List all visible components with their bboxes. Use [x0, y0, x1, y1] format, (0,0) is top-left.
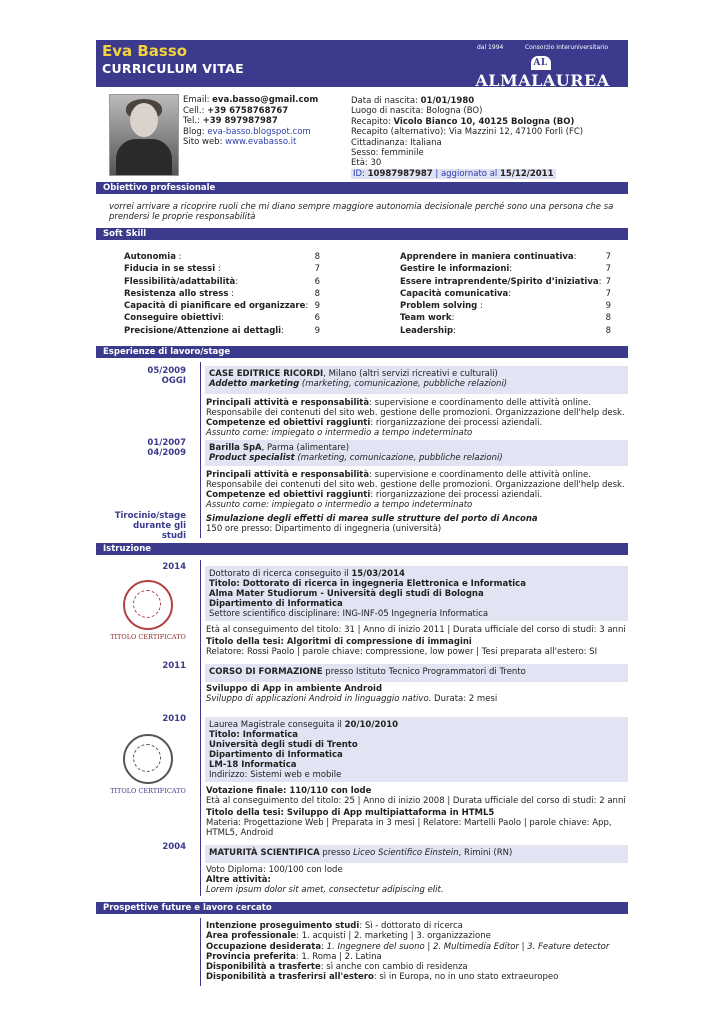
stage-title: Simulazione degli effetti di marea sulle strutture del porto di Ancona [206, 514, 538, 524]
skill-sep: : [451, 313, 455, 324]
future-value: : 1. Roma | 2. Latina [295, 951, 382, 962]
job2-company-info: , Parma (alimentare) [261, 443, 350, 453]
skill-label [400, 276, 606, 288]
university-seal-icon [123, 734, 173, 784]
master-department: Dipartimento di Informatica [209, 750, 343, 760]
skill-value: 9 [314, 301, 320, 312]
school-other: Lorem ipsum dolor sit amet, consectetur adipiscing elit. [206, 885, 444, 895]
tel-value: +39 897987987 [202, 116, 278, 126]
future-label: Area professionale [206, 931, 297, 942]
master-year: 2010 [162, 714, 186, 724]
section-work: Esperienze di lavoro/stage [96, 346, 628, 358]
school-name: Liceo Scientifico Einstein [353, 848, 459, 858]
address-label: Recapito: [351, 116, 391, 127]
skill-row [400, 276, 611, 288]
citizenship: Cittadinanza: Italiana [351, 137, 442, 148]
skill-value: 7 [605, 252, 611, 262]
future-value: : Sì - dottorato di ricerca [359, 921, 463, 931]
skill-row [400, 300, 611, 312]
skill-value: 6 [314, 276, 320, 287]
skill-sep: : [509, 264, 513, 275]
skill-value: 8 [314, 252, 320, 262]
future-item [206, 931, 628, 941]
school-details [206, 865, 628, 895]
birth-date: 01/01/1980 [420, 96, 475, 106]
skill-name: Problem solving [400, 301, 478, 312]
master-thesis: Titolo della tesi: Sviluppo di App multipiattaforma in HTML5 [206, 808, 495, 818]
job2-date-from: 01/2007 [147, 438, 186, 448]
skill-row [124, 251, 320, 263]
future-item [206, 962, 628, 972]
job1-hired: Assunto come: impiegato o intermedio a tempo indeterminato [206, 428, 473, 438]
future-value-italic: 1. Ingegnere del suono | 2. Multimedia Editor | 3. Feature detector [326, 941, 610, 952]
phd-thesis-info: Relatore: Rossi Paolo | parole chiave: compressione, low power | Tesi preparata all'estero: SI [206, 647, 598, 657]
skill-value: 8 [314, 288, 320, 299]
master-track: Indirizzo: Sistemi web e mobile [209, 770, 342, 780]
phd-degree-line: Dottorato di ricerca conseguito il [209, 569, 349, 579]
course-title: Sviluppo di App in ambiente Android [206, 684, 383, 694]
skill-name: Fiducia in se stessi [124, 264, 216, 275]
course-details [206, 684, 628, 704]
logo-tagline: Un ponte fra Università e mondo del lavoro e delle professioni [472, 91, 613, 103]
master-university: Università degli studi di Trento [209, 740, 358, 750]
phd-sector: Settore scientifico disciplinare: ING-INF-05 Ingegneria Informatica [209, 609, 489, 619]
job2-role-info: (marketing, comunicazione, pubbliche relazioni) [294, 453, 503, 463]
job2-duties-label: Principali attività e responsabilità [206, 470, 370, 480]
job1-company: CASE EDITRICE RICORDI [209, 369, 324, 379]
job2-date-to: 04/2009 [147, 448, 186, 458]
skill-label [400, 312, 606, 324]
section-objective: Obiettivo professionale [96, 182, 628, 194]
master-thesis-info: Materia: Progettazione Web | Preparata in 3 mesi | Relatore: Martelli Paolo | parole chiave: App, HTML5, Android [206, 818, 612, 838]
section-future: Prospettive future e lavoro cercato [96, 902, 628, 914]
job1-dates [110, 366, 186, 386]
birth-place: Luogo di nascita: Bologna (BO) [351, 106, 483, 117]
future-label: Provincia preferita [206, 951, 296, 962]
future-label: Disponibilità a trasferte [206, 962, 321, 973]
skill-value: 7 [314, 264, 320, 275]
job1-details [206, 398, 628, 438]
skill-name: Precisione/Attenzione ai dettagli [124, 325, 282, 336]
candidate-name: Eva Basso [102, 42, 188, 60]
skill-value: 6 [314, 313, 320, 324]
almalaurea-logo [465, 44, 620, 103]
university-seal-icon [123, 580, 173, 630]
education-timeline [200, 560, 201, 896]
age: Età: 30 [351, 158, 382, 169]
skill-sep: : [221, 313, 224, 324]
stage-hours: 150 ore presso: Dipartimento di ingegneria (università) [206, 524, 442, 534]
job1-company-info: , Milano (altri servizi ricreativi e culturali) [323, 369, 498, 379]
skill-value: 7 [605, 288, 611, 299]
future-item [206, 942, 628, 952]
job2-dates [110, 438, 186, 458]
personal-info [351, 96, 583, 179]
skill-label [124, 263, 315, 275]
skill-name: Team work [400, 313, 452, 324]
course-name: CORSO DI FORMAZIONE [209, 667, 323, 677]
skill-name: Capacità di pianificare ed organizzare [124, 301, 306, 312]
master-details [206, 786, 628, 838]
skill-sep: : [598, 276, 602, 287]
section-soft-skills: Soft Skill [96, 228, 628, 240]
skill-name: Autonomia [124, 252, 176, 262]
phd-box [205, 566, 628, 621]
work-timeline [200, 362, 201, 538]
master-certified-seal [110, 734, 186, 795]
skill-label [400, 288, 606, 300]
email-label: Email: [183, 95, 210, 105]
cell-value: +39 6758768767 [207, 105, 289, 116]
master-class: LM-18 Informatica [209, 760, 297, 770]
skill-name: Flessibilità/adattabilità [124, 276, 236, 287]
stage-label-2: durante gli studi [133, 521, 186, 541]
phd-title: Titolo: Dottorato di ricerca in ingegneria Elettronica e Informatica [209, 579, 526, 589]
stage-details [206, 514, 628, 534]
address: Vicolo Bianco 10, 40125 Bologna (BO) [393, 116, 575, 127]
school-year: 2004 [162, 842, 186, 852]
id-label: ID: [353, 168, 365, 179]
skill-value: 9 [314, 325, 320, 336]
job1-skills: : riorganizzazione dei processi aziendali. [370, 418, 543, 428]
phd-details [206, 625, 628, 657]
job1-duties-label: Principali attività e responsabilità [206, 398, 370, 408]
skill-name: Gestire le informazioni [400, 264, 510, 275]
skill-name: Essere intraprendente/Spirito d’iniziativa [400, 276, 599, 287]
skill-value: 8 [605, 313, 611, 324]
tel-label: Tel.: [183, 116, 200, 126]
phd-year: 2014 [162, 562, 186, 572]
master-date: 20/10/2010 [344, 720, 399, 730]
logo-consortium: Consorzio Interuniversitario [524, 44, 608, 51]
job2-skills: : riorganizzazione dei processi aziendali. [370, 490, 543, 500]
skill-label [400, 251, 606, 263]
course-year: 2011 [162, 661, 186, 671]
skill-label [400, 300, 606, 312]
stage-label-1: Tirocinio/stage [114, 511, 186, 521]
school-city: , Rimini (RN) [458, 848, 513, 858]
job2-details [206, 470, 628, 510]
school-presso: presso [319, 848, 354, 858]
job2-company: Barilla SpA [209, 443, 262, 453]
skill-row [400, 263, 611, 275]
future-label: Disponibilità a trasferirsi all'estero [206, 972, 374, 983]
course-where: presso Istituto Tecnico Programmatori di Trento [322, 667, 526, 677]
objective-text: vorrei arrivare a ricoprire ruoli che mi diano sempre maggiore autonomia decisionale perché sono una persona che sa prendersi le proprie responsabilità [109, 202, 614, 222]
skill-value: 7 [605, 264, 611, 275]
job2-skills-label: Competenze ed obiettivi raggiunti [206, 490, 371, 500]
skill-sep: : [228, 288, 235, 299]
blog-label: Blog: [183, 126, 205, 137]
phd-department: Dipartimento di Informatica [209, 599, 343, 609]
skill-label [124, 276, 315, 288]
job1-skills-label: Competenze ed obiettivi raggiunti [206, 418, 371, 428]
id-line [351, 169, 556, 179]
future-item [206, 972, 628, 982]
soft-skills-left [124, 251, 320, 337]
future-item [206, 952, 628, 962]
job1-duties-more: Responsabile dei contenuti del sito web. gestione delle promozioni. Organizzazione dell'help desk. [206, 408, 625, 418]
address-alt: Recapito (alternativo): Via Mazzini 12, 47100 Forlì (FC) [351, 127, 584, 138]
phd-age-line: Età al conseguimento del titolo: 31 | Anno di inizio 2011 | Durata ufficiale del corso di studi: 3 anni [206, 625, 626, 635]
skill-value: 8 [605, 325, 611, 336]
school-diploma: MATURITÀ SCIENTIFICA [209, 848, 320, 858]
master-grade: Votazione finale: 110/110 con lode [206, 786, 372, 796]
document-title: CURRICULUM VITAE [102, 61, 244, 76]
skill-name: Conseguire obiettivi [124, 313, 222, 324]
birth-date-label: Data di nascita: [351, 96, 418, 106]
web-label: Sito web: [183, 137, 223, 147]
skill-row [400, 251, 611, 263]
sex: Sesso: femminile [351, 148, 424, 159]
future-label: Intenzione proseguimento studi [206, 921, 360, 931]
skill-row [124, 312, 320, 324]
master-box [205, 717, 628, 782]
id-value: 10987987987 [367, 168, 433, 179]
master-age-line: Età al conseguimento del titolo: 25 | Anno di inizio 2008 | Durata ufficiale del corso di studi: 2 anni [206, 796, 626, 806]
skill-label [124, 300, 315, 312]
course-desc: Sviluppo di applicazioni Android in linguaggio nativo. [206, 694, 432, 704]
skill-sep: : [281, 325, 284, 336]
phd-seal-label: TITOLO CERTIFICATO [110, 633, 186, 641]
skill-name: Capacità comunicativa [400, 288, 509, 299]
future-value: : [321, 941, 327, 952]
skill-value: 9 [605, 301, 611, 312]
future-value: : 1. acquisti | 2. marketing | 3. organizzazione [296, 931, 491, 942]
skill-row [124, 263, 320, 275]
skill-sep: : [573, 252, 577, 262]
course-box [205, 664, 628, 682]
school-other-label: Altre attività: [206, 875, 271, 885]
website-link[interactable]: www.evabasso.it [225, 137, 297, 147]
section-education: Istruzione [96, 543, 628, 555]
skill-row [124, 325, 320, 337]
skill-row [124, 300, 320, 312]
updated-date: 15/12/2011 [499, 168, 554, 179]
job1-date-from: 05/2009 [147, 366, 186, 376]
contact-info [183, 95, 318, 148]
skill-sep: : [305, 301, 309, 312]
skill-label [400, 263, 606, 275]
skill-label [124, 325, 315, 337]
skill-label [124, 288, 315, 300]
school-box [205, 845, 628, 863]
phd-date: 15/03/2014 [351, 569, 405, 579]
skill-row [124, 276, 320, 288]
skill-sep: : [235, 276, 239, 287]
job2-role: Product specialist [209, 453, 295, 463]
skill-row [124, 288, 320, 300]
job1-duties: : supervisione e coordinamento delle attività online. [369, 398, 591, 408]
profile-photo [109, 94, 179, 176]
skill-name: Apprendere in maniera continuativa [400, 252, 574, 262]
skill-name: Resistenza allo stress [124, 288, 229, 299]
email-value: eva.basso@gmail.com [212, 95, 319, 105]
future-label: Occupazione desiderata [206, 941, 322, 952]
blog-link[interactable]: eva-basso.blogspot.com [207, 126, 311, 137]
skill-label [124, 312, 315, 324]
logo-since: dal 1994 [477, 44, 504, 51]
job1-role-info: (marketing, comunicazione, pubbliche relazioni) [299, 379, 508, 389]
job2-box [205, 440, 628, 466]
phd-thesis: Titolo della tesi: Algoritmi di compressione di immagini [206, 637, 472, 647]
phd-certified-seal [110, 580, 186, 641]
skill-sep: : [477, 301, 483, 312]
job2-duties: : supervisione e coordinamento delle attività online. [369, 470, 591, 480]
master-seal-label: TITOLO CERTIFICATO [110, 787, 186, 795]
skill-label [124, 251, 315, 263]
logo-mark-icon: AL [531, 56, 551, 70]
job1-box [205, 366, 628, 394]
school-grade: Voto Diploma: 100/100 con lode [206, 865, 343, 875]
job1-role: Addetto marketing [209, 379, 300, 389]
skill-label [400, 325, 606, 337]
skill-sep: : [508, 288, 512, 299]
future-list [206, 921, 628, 983]
future-item [206, 921, 628, 931]
skill-sep: : [215, 264, 221, 275]
master-degree-line: Laurea Magistrale conseguita il [209, 720, 342, 730]
future-timeline [200, 918, 201, 986]
skill-row [400, 312, 611, 324]
soft-skills-right [400, 251, 611, 337]
logo-brand: ALMALAUREA [475, 71, 610, 90]
skill-sep: : [453, 325, 456, 336]
cell-label: Cell.: [183, 105, 205, 116]
job2-hired: Assunto come: impiegato o intermedio a tempo indeterminato [206, 500, 473, 510]
future-value: : sì anche con cambio di residenza [320, 962, 468, 973]
stage-label [110, 511, 186, 541]
phd-university: Alma Mater Studiorum - Università degli studi di Bologna [209, 589, 484, 599]
course-duration: Durata: 2 mesi [431, 694, 498, 704]
skill-row [400, 288, 611, 300]
updated-label: | aggiornato al [435, 168, 498, 179]
master-title: Titolo: Informatica [209, 730, 299, 740]
skill-value: 7 [605, 276, 611, 287]
future-value: : sì in Europa, no in uno stato extraeuropeo [373, 972, 559, 983]
skill-name: Leadership [400, 325, 454, 336]
job2-duties-more: Responsabile dei contenuti del sito web. gestione delle promozioni. Organizzazione dell'help desk. [206, 480, 625, 490]
skill-sep: : [175, 252, 182, 262]
skill-row [400, 325, 611, 337]
job1-date-to: OGGI [161, 376, 186, 386]
